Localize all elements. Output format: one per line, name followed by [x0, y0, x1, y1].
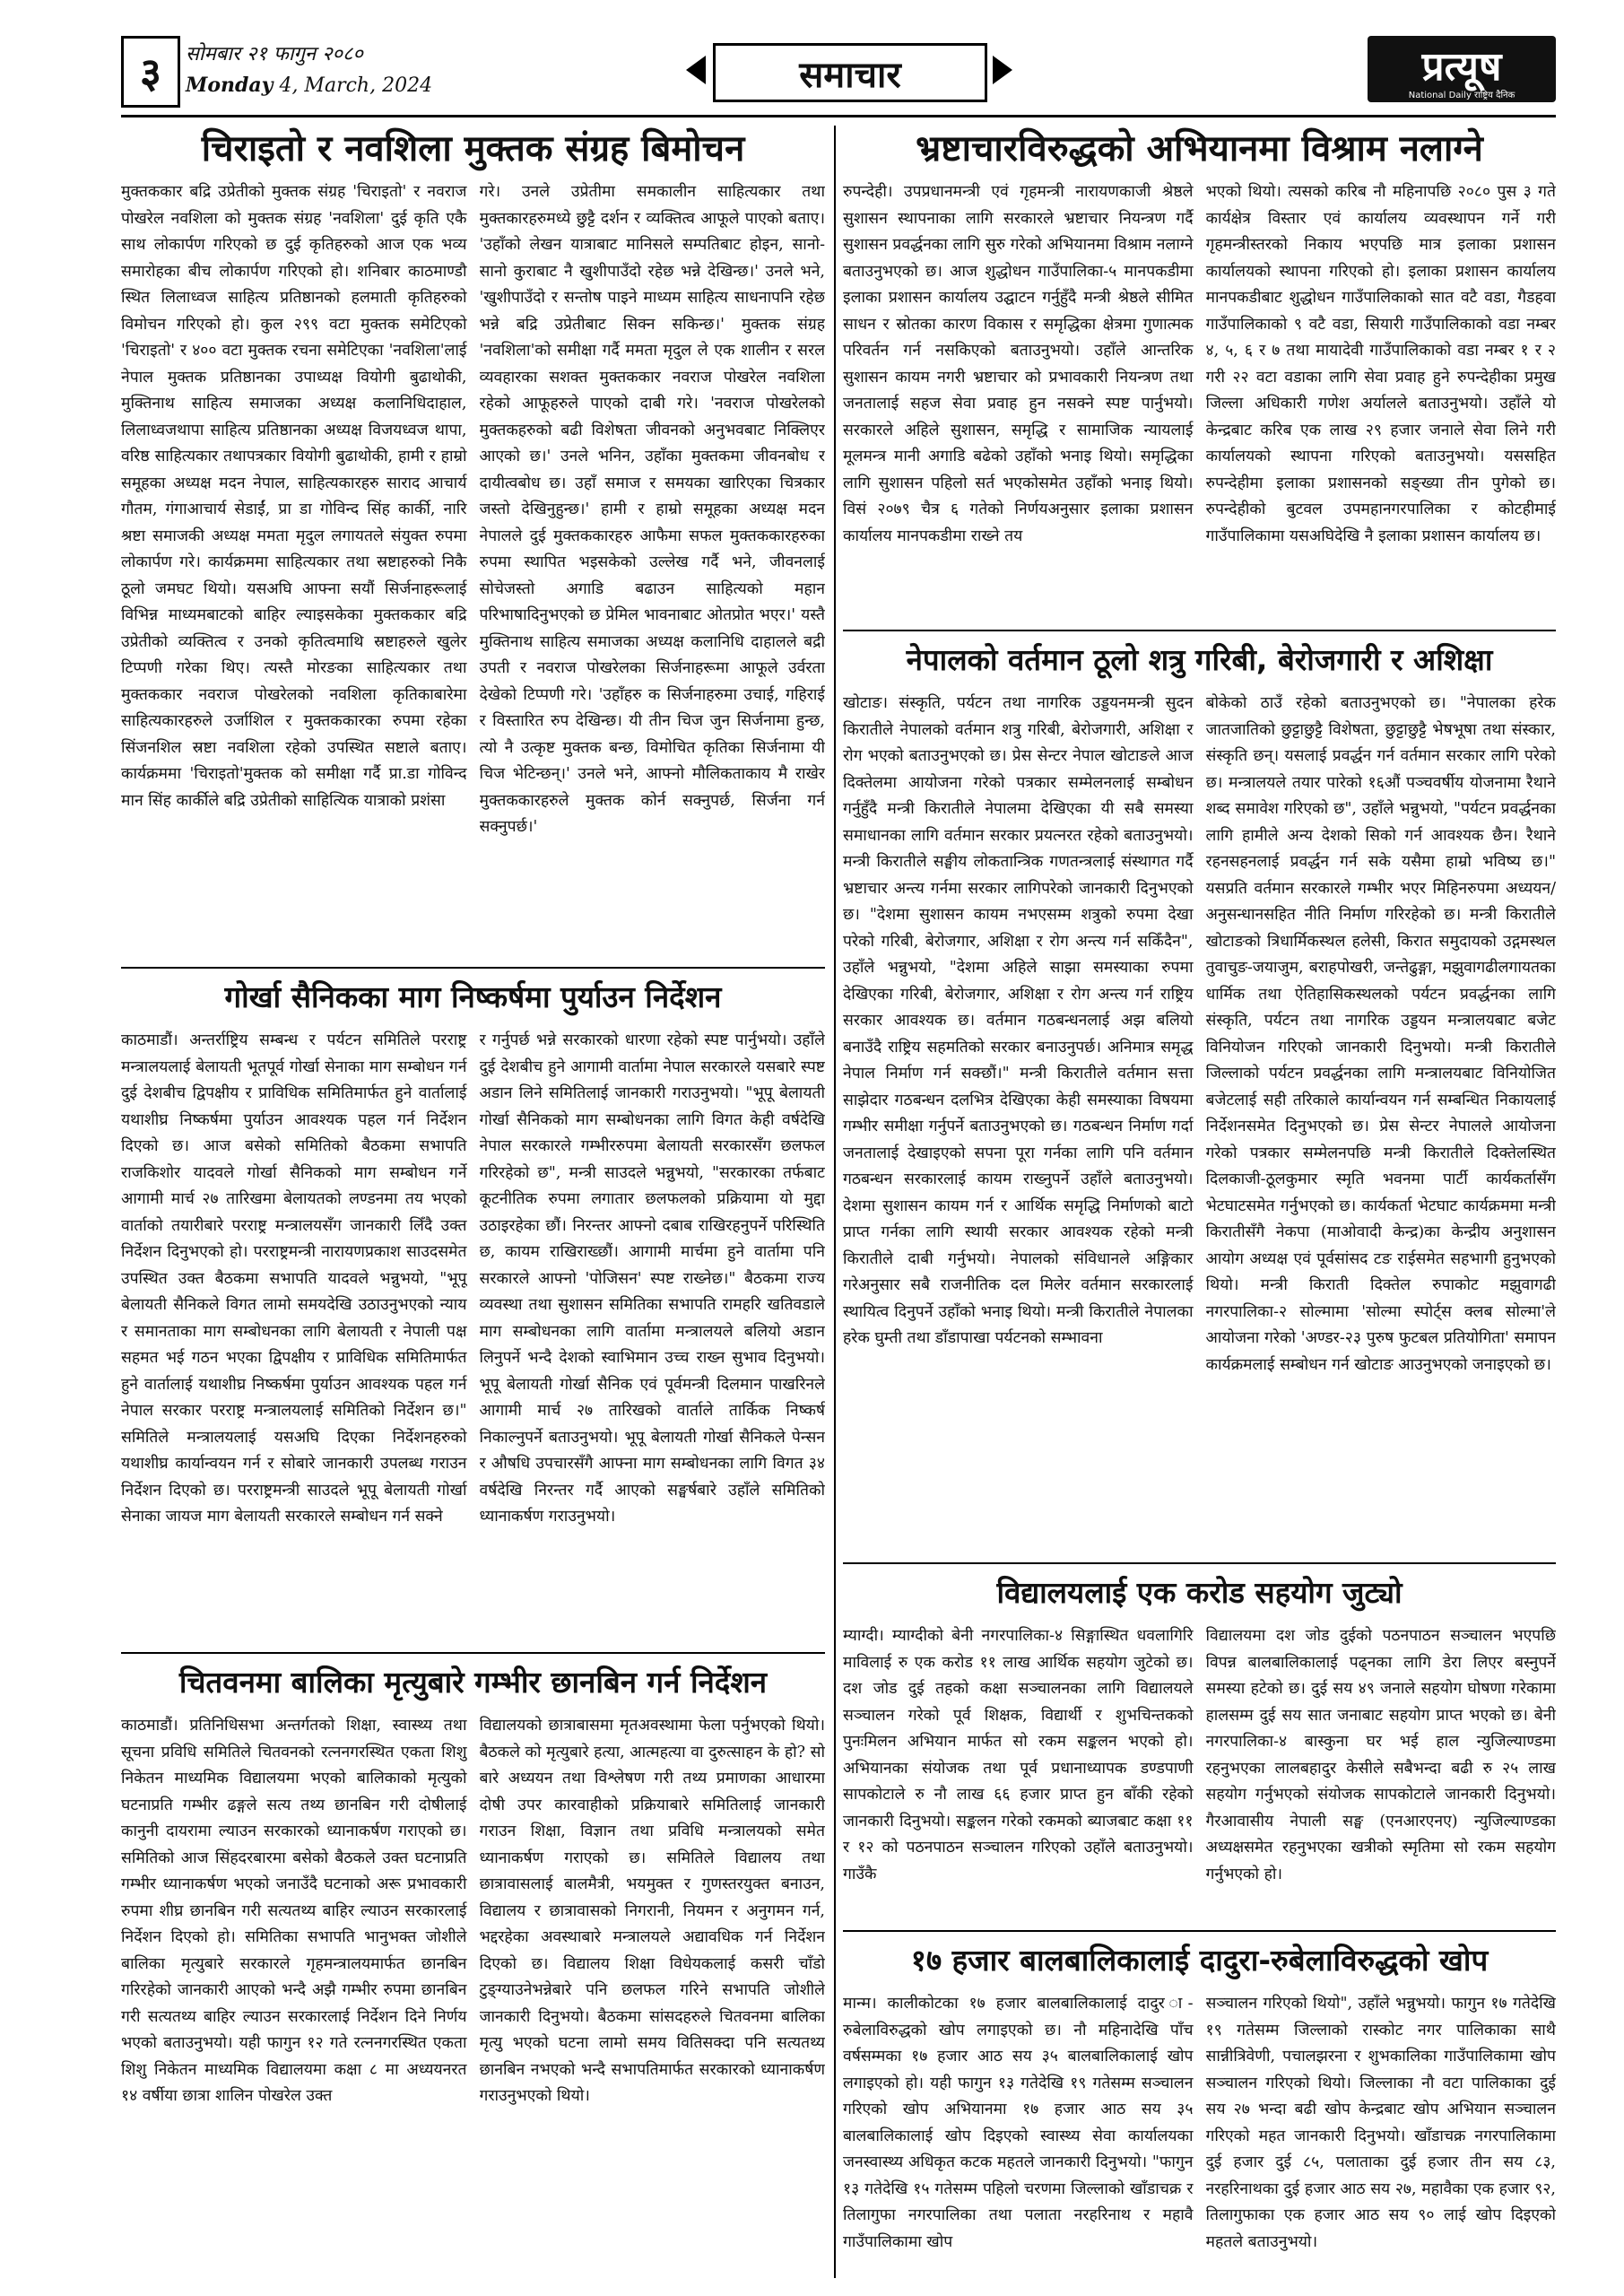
article-vaccine: [843, 1937, 1556, 2283]
article-column: मुक्तककार बद्रि उप्रेतीको मुक्तक संग्रह 'चिराइतो' र नवराज पोखरेल नवशिला को मुक्तक संग्रह 'नवशिला' दुई कृति एकै साथ लोकार्पण गरिएको छ दुई कृतिहरुको आज एक भव्य समारोहका बीच लोकार्पण गरिएको हो। शनिबार काठमाण्डौ स्थित लिलाध्वज साहित्य प्रतिष्ठानको हलमाती कृतिहरुको विमोचन गरिएको हो। कुल २९९ वटा मुक्तक समेटिएको 'चिराइतो' र ४०० वटा मुक्तक रचना समेटिएका 'नवशिला'लाई नेपाल मुक्तक प्रतिष्ठानका उपाध्यक्ष वियोगी बुढाथोकी, मुक्तिनाथ साहित्य समाजका अध्यक्ष कलानिधिदाहाल, लिलाध्वजथापा साहित्य प्रतिष्ठानका अध्यक्ष विजयध्वज थापा, वरिष्ठ साहित्यकार तथापत्रकार वियोगी बुढाथोकी, हामी र हाम्रो समूहका अध्यक्ष मदन नेपाल, साहित्यकारहरु साराद आचार्य गौतम, गंगाआचार्य सेडाईं, प्रा डा गोविन्द सिंह कार्की, नारि श्रष्टा समाजकी अध्यक्ष ममता मृदुल लगायतले संयुक्त रुपमा लोकार्पण गरे। कार्यक्रममा साहित्यकार तथा स्रष्टाहरुको निकै ठूलो जमघट थियो। यसअघि आफ्ना सयौं सिर्जनाहरूलाई विभिन्न माध्यमबाटको बाहिर ल्याइसकेका मुक्तककार बद्रि उप्रेतीको व्यक्तित्व र उनको कृतित्वमाथि स्रष्टाहरुले खुलेर टिप्पणी गरेका थिए। त्यस्तै मोरङका साहित्यकार तथा मुक्तककार नवराज पोखरेलको नवशिला कृतिकाबारेमा साहित्यकारहरुले उर्जाशिल र मुक्तककारका रुपमा रहेका सिंजनशिल स्रष्टा नवशिला रहेको उपस्थित सष्टाले बताए। कार्यक्रममा 'चिराइतो'मुक्तक को समीक्षा गर्दै प्रा.डा गोविन्द मान सिंह कार्कीले बद्रि उप्रेतीको साहित्यिक यात्राको प्रशंसा: [121, 183, 467, 810]
date-english-text: 4, March, 2024: [279, 74, 433, 97]
article-gorkha: [121, 974, 825, 1620]
divider: [843, 630, 1556, 631]
article-column: म्याग्दी। म्याग्दीको बेनी नगरपालिका-४ सिङ्गास्थित धवलागिरि माविलाई रु एक करोड ११ लाख आर्थिक सहयोग जुटेको छ। दश जोड दुई तहको कक्षा सञ्चालनका लागि विद्यालयले सञ्चालन गरेको पूर्व शिक्षक, विद्यार्थी र शुभचिन्तकको पुनःमिलन अभियान मार्फत सो रकम सङ्कलन भएको हो। अभियानका संयोजक तथा पूर्व प्रधानाध्यापक डण्डपाणी सापकोटाले रु नौ लाख ६६ हजार प्राप्त हुन बाँकी रहेको जानकारी दिनुभयो। सङ्कलन गरेको रकमको ब्याजबाट कक्षा ११ र १२ को पठनपाठन सञ्चालन गरिएको उहाँले बताउनुभयो। गाउँकै: [843, 1627, 1194, 1883]
page-header: [121, 36, 1556, 106]
article-column: सञ्चालन गरिएको थियो", उहाँले भन्नुभयो। फागुन १७ गतेदेखि १९ गतेसम्म जिल्लाको रास्कोट नगर पालिकाका साथै सान्नीत्रिवेणी, पचालझरना र शुभकालिका गाउँपालिकामा खोप सञ्चालन गरिएको थियो। जिल्लाका नौ वटा पालिकाका दुई सय २७ भन्दा बढी खोप केन्द्रबाट खोप अभियान सञ्चालन गरिएको महत जानकारी दिनुभयो। खाँडाचक्र नगरपालिकामा दुई हजार दुई ८५, पलाताका दुई हजार तीन सय ८३, नरहरिनाथका दुई हजार आठ सय २७, महावैका एक हजार ९२, तिलागुफाका एक हजार आठ सय ९० लाई खोप दिइएको महतले बताउनुभयो।: [1205, 1995, 1556, 2251]
arrow-left-icon: [686, 56, 706, 84]
section-title: समाचार: [713, 43, 987, 102]
article-column: र गर्नुपर्छ भन्ने सरकारको धारणा रहेको स्पष्ट पार्नुभयो। उहाँले दुई देशबीच हुने आगामी वार्तामा नेपाल सरकारले यसबारे स्पष्ट अडान लिने समितिलाई जानकारी गराउनुभयो। "भूपू बेलायती गोर्खा सैनिकको माग सम्बोधनका लागि विगत केही वर्षदेखि नेपाल सरकारले गम्भीररुपमा बेलायती सरकारसँग छलफल गरिरहेको छ", मन्त्री साउदले भन्नुभयो, "सरकारका तर्फबाट कूटनीतिक रुपमा लगातार छलफलको प्रक्रियामा यो मुद्दा उठाइरहेका छौं। निरन्तर आफ्नो दबाब राखिरहनुपर्ने परिस्थिति छ, कायम राखिराख्छौं। आगामी मार्चमा हुने वार्तामा पनि सरकारले आफ्नो 'पोजिसन' स्पष्ट राख्नेछ।" बैठकमा राज्य व्यवस्था तथा सुशासन समितिका सभापति रामहरि खतिवडाले माग सम्बोधनका लागि वार्तामा मन्त्रालयले बलियो अडान लिनुपर्ने भन्दै देशको स्वाभिमान उच्च राख्न सुभाव दिनुभयो। भूपू बेलायती गोर्खा सैनिक एवं पूर्वमन्त्री दिलमान पाखरिनले आगामी मार्च २७ तारिखको वार्ताले तार्किक निष्कर्ष निकाल्नुपर्ने बताउनुभयो। भूपू बेलायती गोर्खा सैनिकले पेन्सन र औषधि उपचारसँगै आफ्ना माग सम्बोधनका लागि विगत ३४ वर्षदेखि निरन्तर गर्दै आएको सङ्घर्षबारे उहाँले समितिको ध्यानाकर्षण गराउनुभयो।: [479, 1031, 825, 1526]
article-column: विद्यालयको छात्राबासमा मृतअवस्थामा फेला पर्नुभएको थियो। बैठकले को मृत्युबारे हत्या, आत्महत्या वा दुरुत्साहन के हो? सो बारे अध्ययन तथा विश्लेषण गरी तथ्य प्रमाणका आधारमा दोषी उपर कारवाहीको प्रक्रियाबारे समितिलाई जानकारी गराउन शिक्षा, विज्ञान तथा प्रविधि मन्त्रालयको समेत ध्यानाकर्षण गराएको छ। समितिले विद्यालय तथा छात्रावासलाई बालमैत्री, भयमुक्त र गुणस्तरयुक्त बनाउन, विद्यालय र छात्रावासको निगरानी, नियमन र अनुगमन गर्न, भद्दरहेका अवस्थाबारे मन्त्रालयले अद्यावधिक गर्न निर्देशन दिएको छ। विद्यालय शिक्षा विधेयकलाई कसरी चाँडो टुङ्ग्याउनेभन्नेबारे पनि छलफल गरिने सभापति जोशीले जानकारी दिनुभयो। बैठकमा सांसदहरुले चितवनमा बालिका मृत्यु भएको घटना लामो समय वितिसक्दा पनि सत्यतथ्य छानबिन नभएको भन्दै सभापतिमार्फत सरकारको ध्यानाकर्षण गराउनुभएको थियो।: [479, 1717, 825, 2105]
date-day: Monday: [186, 74, 274, 97]
divider: [121, 1652, 825, 1654]
article-headline: भ्रष्टाचारविरुद्धको अभियानमा विश्राम नलाग्ने: [916, 128, 1483, 170]
date-english: [186, 70, 432, 101]
article-column: भएको थियो। त्यसको करिब नौ महिनापछि २०८० पुस ३ गते कार्यक्षेत्र विस्तार एवं कार्यालय व्यवस्थापन गर्ने गरी गृहमन्त्रीस्तरको निकाय भएपछि मात्र इलाका प्रशासन कार्यालयको स्थापना गरिएको हो। इलाका प्रशासन कार्यालय मानपकडीबाट शुद्धोधन गाउँपालिकाको सात वटै वडा, गैडहवा गाउँपालिकाको ९ वटै वडा, सियारी गाउँपालिकाको वडा नम्बर ४, ५, ६ र ७ तथा मायादेवी गाउँपालिकाको वडा नम्बर १ र २ गरी २२ वटा वडाका लागि सेवा प्रवाह हुने रुपन्देहीका प्रमुख जिल्ला अधिकारी गणेश अर्यालले बताउनुभयो। उहाँले यो केन्द्रबाट करिब एक लाख २९ हजार जनाले सेवा लिने गरी कार्यालयको स्थापना गरिएको बताउनुभयो। यससहित रुपन्देहीमा इलाका प्रशासनको सङ्ख्या तीन पुगेको छ। रुपन्देहीको बुटवल उपमहानगरपालिका र कोटहीमाई गाउँपालिकामा यसअघिदेखि नै इलाका प्रशासन कार्यालय छ।: [1205, 183, 1556, 545]
header-rule: [121, 115, 1556, 117]
page-number: ३: [121, 36, 180, 108]
article-school: [843, 1570, 1556, 1924]
article-poverty: [843, 637, 1556, 1556]
divider: [843, 1562, 1556, 1564]
arrow-right-icon: [993, 56, 1012, 84]
article-headline: चिराइतो र नवशिला मुक्तक संग्रह बिमोचन: [201, 128, 745, 170]
article-column: काठमाडौं। प्रतिनिधिसभा अन्तर्गतको शिक्षा, स्वास्थ्य तथा सूचना प्रविधि समितिले चितवनको रत्ननगरस्थित एकता शिशु निकेतन माध्यमिक विद्यालयमा भएको बालिकाको मृत्युको घटनाप्रति गम्भीर ढङ्गले सत्य तथ्य छानबिन गरी दोषीलाई कानुनी दायरामा ल्याउन सरकारको ध्यानाकर्षण गराएको छ। समितिको आज सिंहदरबारमा बसेको बैठकले उक्त घटनाप्रति गम्भीर ध्यानाकर्षण भएको जनाउँदै घटनाको अरू प्रभावकारी रुपमा शीघ्र छानबिन गरी सत्यतथ्य बाहिर ल्याउन सरकारलाई निर्देशन दिएको हो। समितिका सभापति भानुभक्त जोशीले बालिका मृत्युबारे सरकारले गृहमन्त्रालयमार्फत छानबिन गरिरहेको जानकारी आएको भन्दै अझै गम्भीर रुपमा छानबिन गरी सत्यतथ्य बाहिर ल्याउन सरकारलाई निर्देशन दिने निर्णय भएको बताउनुभयो। यही फागुन १२ गते रत्ननगरस्थित एकता शिशु निकेतन माध्यमिक विद्यालयमा कक्षा ८ मा अध्ययनरत १४ वर्षीया छात्रा शालिन पोखरेल उक्त: [121, 1717, 467, 2105]
article-chiraito: [121, 126, 825, 960]
divider: [121, 967, 825, 969]
article-headline: चितवनमा बालिका मृत्युबारे गम्भीर छानबिन गर्न निर्देशन: [178, 1665, 768, 1700]
article-headline: गोर्खा सैनिकका माग निष्कर्षमा पुर्याउन निर्देशन: [224, 979, 722, 1014]
article-column: रुपन्देही। उपप्रधानमन्त्री एवं गृहमन्त्री नारायणकाजी श्रेष्ठले सुशासन स्थापनाका लागि सरकारले भ्रष्टाचार नियन्त्रण गर्दै सुशासन प्रवर्द्धनका लागि सुरु गरेको अभियानमा विश्राम नलाग्ने बताउनुभएको छ। आज शुद्धोधन गाउँपालिका-५ मानपकडीमा इलाका प्रशासन कार्यालय उद्घाटन गर्नुहुँदै मन्त्री श्रेष्ठले सीमित साधन र स्रोतका कारण विकास र समृद्धिका क्षेत्रमा गुणात्मक परिवर्तन गर्न नसकिएको बताउनुभयो। उहाँले आन्तरिक सुशासन कायम नगरी भ्रष्टाचार को प्रभावकारी नियन्त्रण तथा जनतालाई सहज सेवा प्रवाह हुन नसक्ने स्पष्ट पार्नुभयो। सरकारले अहिले सुशासन, समृद्धि र सामाजिक न्यायलाई मूलमन्त्र मानी अगाडि बढेको उहाँको भनाइ थियो। समृद्धिका लागि सुशासन पहिलो सर्त भएकोसमेत उहाँको भनाइ थियो। विसं २०७९ चैत्र ६ गतेको निर्णयअनुसार इलाका प्रशासन कार्यालय मानपकडीमा राख्ने तय: [843, 183, 1194, 545]
date-nepali: सोमबार २१ फागुन २०८०: [186, 43, 363, 65]
article-column: विद्यालयमा दश जोड दुईको पठनपाठन सञ्चालन भएपछि विपन्न बालबालिकालाई पढ्नका लागि डेरा लिएर बस्नुपर्ने समस्या हटेको छ। दुई सय ४९ जनाले सहयोग घोषणा गरेकामा हालसम्म दुई सय सात जनाबाट सहयोग प्राप्त भएको छ। बेनी नगरपालिका-४ बास्कुना घर भई हाल न्युजिल्याण्डमा रहनुभएका लालबहादुर केसीले सबैभन्दा बढी रु २५ लाख सहयोग गर्नुभएको संयोजक सापकोटाले जानकारी दिनुभयो। गैरआवासीय नेपाली सङ्घ (एनआरएनए) न्युजिल्याण्डका अध्यक्षसमेत रहनुभएका खत्रीको स्मृतिमा सो रकम सहयोग गर्नुभएको हो।: [1205, 1627, 1556, 1883]
article-column: मान्म। कालीकोटका १७ हजार बालबालिकालाई दादुर ा-रुबेलाविरुद्धको खोप लगाइएको छ। नौ महिनादेखि पाँच वर्षसम्मका १७ हजार आठ सय ३५ बालबालिकालाई खोप लगाइएको हो। यही फागुन १३ गतेदेखि १९ गतेसम्म सञ्चालन गरिएको खोप अभियानमा १७ हजार आठ सय ३५ बालबालिकालाई खोप दिइएको स्वास्थ्य सेवा कार्यालयका जनस्वास्थ्य अधिकृत कटक महतले जानकारी दिनुभयो। "फागुन १३ गतेदेखि १५ गतेसम्म पहिलो चरणमा जिल्लाको खाँडाचक्र र तिलागुफा नगरपालिका तथा पलाता नरहरिनाथ र महावै गाउँपालिकामा खोप: [843, 1995, 1194, 2251]
article-column: गरे। उनले उप्रेतीमा समकालीन साहित्यकार तथा मुक्तकारहरुमध्ये छुट्टै दर्शन र व्यक्तित्व आफूले पाएको बताए। 'उहाँको लेखन यात्राबाट मानिसले सम्पतिबाट होइन, सानो-सानो कुराबाट नै खुशीपाउँदो रहेछ भन्ने देखिन्छ।' उनले भने, 'खुशीपाउँदो र सन्तोष पाइने माध्यम साहित्य साधनापनि रहेछ भन्ने बद्रि उप्रेतीबाट सिक्न सकिन्छ।' मुक्तक संग्रह 'नवशिला'को समीक्षा गर्दै ममता मृदुल ले एक शालीन र सरल व्यवहारका सशक्त मुक्तककार नवराज पोखरेल नवशिला रहेको आफूहरुले पाएको दाबी गरे। 'नवराज पोखरेलको मुक्तकहरुको बढी विशेषता जीवनको अनुभवबाट निक्लिएर आएको छ।' उनले भनिन, उहाँका मुक्तकमा जीवनबोध र दायीत्वबोध छ। उहाँ समाज र समयका खारिएका चित्रकार जस्तो देखिनुहुन्छ।' हामी र हाम्रो समूहका अध्यक्ष मदन नेपालले दुई मुक्तककारहरु आफैमा सफल मुक्तककारहरुका रुपमा स्थापित भइसकेको उल्लेख गर्दै भने, जीवनलाई सोचेजस्तो अगाडि बढाउन साहित्यको महान परिभाषादिनुभएको छ प्रेमिल भावनाबाट ओतप्रोत भएर।' यस्तै मुक्तिनाथ साहित्य समाजका अध्यक्ष कलानिधि दाहालले बद्री उपती र नवराज पोखरेलका सिर्जनाहरूमा आफूले उर्वरता देखेको टिप्पणी गरे। 'उहाँहरु क सिर्जनाहरुमा उचाई, गहिराई र विस्तारित रुप देखिन्छ। यी तीन चिज जुन सिर्जनामा हुन्छ, त्यो नै उत्कृष्ट मुक्तक बन्छ, विमोचित कृतिका सिर्जनामा यी चिज भेटिन्छन्।' उनले भने, आफ्नो मौलिकताकाय मै राखेर मुक्तककारहरुले मुक्तक कोर्न सक्नुपर्छ, सिर्जना गर्न सक्नुपर्छ।': [479, 183, 825, 836]
logo-text: प्रत्यूष: [1421, 44, 1502, 90]
dateline: [186, 39, 432, 101]
article-corruption: [843, 126, 1556, 623]
newspaper-logo: [1368, 36, 1556, 102]
column-divider: [834, 126, 836, 2278]
logo-subtitle: National Daily राष्ट्रिय दैनिक: [1408, 91, 1515, 100]
article-column: खोटाङ। संस्कृति, पर्यटन तथा नागरिक उड्डयनमन्त्री सुदन किरातीले नेपालको वर्तमान शत्रु गरिबी, बेरोजगारी, अशिक्षा र रोग भएको बताउनुभएको छ। प्रेस सेन्टर नेपाल खोटाङले आज दिक्तेलमा आयोजना गरेको पत्रकार सम्मेलनलाई सम्बोधन गर्नुहुँदै मन्त्री किरातीले नेपालमा देखिएका यी सबै समस्या समाधानका लागि वर्तमान सरकार प्रयत्नरत रहेको बताउनुभयो। मन्त्री किरातीले सङ्घीय लोकतान्त्रिक गणतन्त्रलाई संस्थागत गर्दै भ्रष्टाचार अन्त्य गर्नमा सरकार लागिपरेको जानकारी दिनुभएको छ। "देशमा सुशासन कायम नभएसम्म शत्रुको रुपमा देखा परेको गरिबी, बेरोजगार, अशिक्षा र रोग अन्त्य गर्न सकिँदैन", उहाँले भन्नुभयो, "देशमा अहिले साझा समस्याका रुपमा देखिएका गरिबी, बेरोजगार, अशिक्षा र रोग अन्त्य गर्न राष्ट्रिय सरकार आवश्यक छ। वर्तमान गठबन्धनलाई अझ बलियो बनाउँदै राष्ट्रिय सहमतिको सरकार बनाउनुपर्छ। अनिमात्र समृद्ध नेपाल निर्माण गर्न सक्छौं।" मन्त्री किरातीले वर्तमान सत्ता साझेदार गठबन्धन दलभित्र देखिएका केही समस्याका विषयमा गम्भीर समीक्षा गर्नुपर्ने बताउनुभएको छ। गठबन्धन निर्माण गर्दा जनतालाई देखाइएको सपना पूरा गर्नका लागि पनि वर्तमान गठबन्धन सरकारलाई कायम राख्नुपर्ने उहाँले बताउनुभयो। देशमा सुशासन कायम गर्न र आर्थिक समृद्धि निर्माणको बाटो प्राप्त गर्नका लागि स्थायी सरकार आवश्यक रहेको मन्त्री किरातीले दाबी गर्नुभयो। नेपालको संविधानले अङ्गिकार गरेअनुसार सबै राजनीतिक दल मिलेर वर्तमान सरकारलाई स्थायित्व दिनुपर्ने उहाँको भनाइ थियो। मन्त्री किरातीले नेपालका हरेक घुम्ती तथा डाँडापाखा पर्यटनको सम्भावना: [843, 694, 1194, 1347]
article-column: काठमाडौं। अन्तर्राष्ट्रिय सम्बन्ध र पर्यटन समितिले परराष्ट्र मन्त्रालयलाई बेलायती भूतपूर्व गोर्खा सेनाका माग सम्बोधन गर्न दुई देशबीच द्विपक्षीय र प्राविधिक समितिमार्फत हुने वार्तालाई यथाशीघ्र निष्कर्षमा पुर्याउन आवश्यक पहल गर्न निर्देशन दिएको छ। आज बसेको समितिको बैठकमा सभापति राजकिशोर यादवले गोर्खा सैनिकको माग सम्बोधन गर्ने आगामी मार्च २७ तारिखमा बेलायतको लण्डनमा तय भएको वार्ताको तयारीबारे परराष्ट्र मन्त्रालयसँग जानकारी लिँदै उक्त निर्देशन दिनुभएको हो। परराष्ट्रमन्त्री नारायणप्रकाश साउदसमेत उपस्थित उक्त बैठकमा सभापति यादवले भन्नुभयो, "भूपू बेलायती सैनिकले विगत लामो समयदेखि उठाउनुभएको न्याय र समानताका माग सम्बोधनका लागि बेलायती र नेपाली पक्ष सहमत भई गठन भएका द्विपक्षीय र प्राविधिक समितिमार्फत हुने वार्तालाई यथाशीघ्र निष्कर्षमा पुर्याउन आवश्यक पहल गर्न नेपाल सरकार परराष्ट्र मन्त्रालयलाई समितिको निर्देशन छ।" समितिले मन्त्रालयलाई यसअघि दिएका निर्देशनहरुको यथाशीघ्र कार्यान्वयन गर्न र सोबारे जानकारी उपलब्ध गराउन निर्देशन दिएको छ। परराष्ट्रमन्त्री साउदले भूपू बेलायती गोर्खा सेनाका जायज माग बेलायती सरकारले सम्बोधन गर्न सक्ने: [121, 1031, 467, 1526]
article-headline: नेपालको वर्तमान ठूलो शत्रु गरिबी, बेरोजगारी र अशिक्षा: [906, 642, 1493, 677]
divider: [843, 1930, 1556, 1932]
article-headline: १७ हजार बालबालिकालाई दादुरा-रुबेलाविरुद्धको खोप: [910, 1943, 1489, 1978]
article-headline: विद्यालयलाई एक करोड सहयोग जुट्यो: [996, 1575, 1403, 1610]
article-chitwan: [121, 1659, 825, 2278]
article-column: बोकेको ठाउँ रहेको बताउनुभएको छ। "नेपालका हरेक जातजातिको छुट्टाछुट्टै विशेषता, छुट्टाछुट्टै भेषभूषा तथा संस्कार, संस्कृति छन्। यसलाई प्रवर्द्धन गर्न वर्तमान सरकार लागि परेको छ। मन्त्रालयले तयार पारेको १६औं पञ्चवर्षीय योजनामा रैथाने शब्द समावेश गरिएको छ", उहाँले भन्नुभयो, "पर्यटन प्रवर्द्धनका लागि हामीले अन्य देशको सिको गर्न आवश्यक छैन। रैथाने रहनसहनलाई प्रवर्द्धन गर्न सके यसैमा हाम्रो भविष्य छ।" यसप्रति वर्तमान सरकारले गम्भीर भएर मिहिनरुपमा अध्ययन/अनुसन्धानसहित नीति निर्माण गरिरहेको छ। मन्त्री किरातीले खोटाङको त्रिधार्मिकस्थल हलेसी, किरात समुदायको उद्गमस्थल तुवाचुङ-जयाजुम, बराहपोखरी, जन्तेढुङ्गा, मझुवागढीलगायतका धार्मिक तथा ऐतिहासिकस्थलको पर्यटन प्रवर्द्धनका लागि संस्कृति, पर्यटन तथा नागरिक उड्डयन मन्त्रालयबाट बजेट विनियोजन गरिएको जानकारी दिनुभयो। मन्त्री किरातीले जिल्लाको पर्यटन प्रवर्द्धनका लागि मन्त्रालयबाट विनियोजित बजेटलाई सही तरिकाले कार्यान्वयन गर्न सम्बन्धित निकायलाई निर्देशनसमेत दिनुभएको छ। प्रेस सेन्टर नेपालले आयोजना गरेको पत्रकार सम्मेलनपछि मन्त्री किरातीले दिक्तेलस्थित दिलकाजी-ठूलकुमार स्मृति भवनमा पार्टी कार्यकर्तासँग भेटघाटसमेत गर्नुभएको छ। कार्यकर्ता भेटघाट कार्यक्रममा मन्त्री किरातीसँगै नेकपा (माओवादी केन्द्र)का केन्द्रीय अनुशासन आयोग अध्यक्ष एवं पूर्वसांसद टङ राईसमेत सहभागी हुनुभएको थियो। मन्त्री किराती दिक्तेल रुपाकोट मझुवागढी नगरपालिका-२ सोल्मामा 'सोल्मा स्पोर्ट्स क्लब सोल्मा'ले आयोजना गरेको 'अण्डर-२३ पुरुष फुटबल प्रतियोगिता' समापन कार्यक्रमलाई सम्बोधन गर्न खोटाङ आउनुभएको जनाइएको छ।: [1205, 694, 1556, 1374]
